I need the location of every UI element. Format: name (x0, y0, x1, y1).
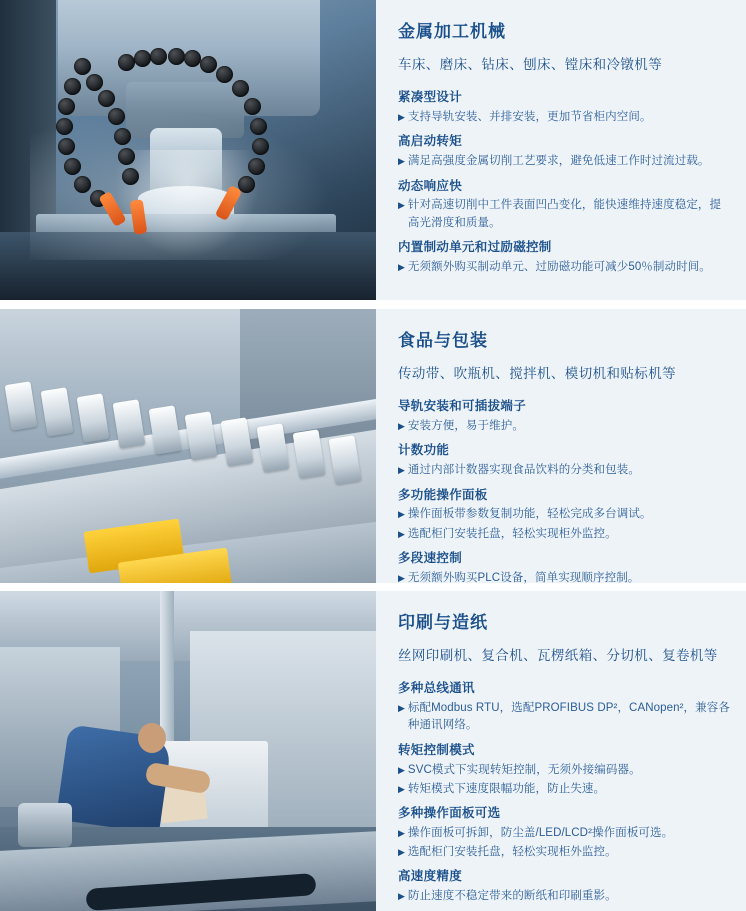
metal-machining-coolant-photo (0, 0, 376, 300)
bullet-row (398, 825, 732, 842)
bullet-row (398, 109, 732, 126)
triangle-bullet-icon: ▶ (398, 261, 405, 272)
feature-title: 多功能操作面板 (398, 487, 488, 502)
panel-printing-papermaking (376, 591, 746, 911)
feature-item (398, 550, 732, 587)
bullet-row (398, 888, 732, 905)
bullet-row (398, 462, 732, 479)
bullet-text: 操作面板可拆卸，防尘盖/LED/LCD²操作面板可选。 (407, 826, 674, 839)
triangle-bullet-icon: ▶ (398, 783, 405, 794)
triangle-bullet-icon: ▶ (398, 200, 405, 211)
bullet-text: 无须额外购买PLC设备，简单实现顺序控制。 (407, 571, 640, 584)
feature-item (398, 487, 732, 543)
bullet-text: 标配Modbus RTU，选配PROFIBUS DP²，CANopen²，兼容各种通讯网络。 (407, 702, 730, 732)
section-title: 食品与包装 (398, 331, 488, 350)
section-title: 金属加工机械 (398, 22, 506, 41)
section-printing-papermaking (0, 591, 746, 911)
feature-item (398, 805, 732, 861)
bullet-row (398, 506, 732, 523)
triangle-bullet-icon: ▶ (398, 528, 405, 539)
printing-press-worker-photo (0, 591, 376, 911)
triangle-bullet-icon: ▶ (398, 847, 405, 858)
feature-title: 高启动转矩 (398, 134, 463, 149)
bullet-row (398, 259, 732, 276)
bullet-text: 转矩模式下速度限幅功能，防止失速。 (407, 782, 606, 795)
food-packaging-conveyor-photo (0, 309, 376, 583)
bullet-row (398, 153, 732, 170)
feature-item (398, 89, 732, 126)
bullet-text: 防止速度不稳定带来的断纸和印刷重影。 (407, 890, 617, 903)
feature-title: 多种操作面板可选 (398, 806, 501, 821)
bullet-text: 针对高速切削中工件表面凹凸变化，能快速维持速度稳定，提高光滑度和质量。 (407, 199, 722, 229)
section-divider (0, 300, 746, 309)
bullet-text: 选配柜门安装托盘，轻松实现柜外监控。 (407, 846, 617, 859)
bullet-text: 通过内部计数器实现食品饮料的分类和包装。 (407, 464, 640, 477)
feature-title: 内置制动单元和过励磁控制 (398, 239, 552, 254)
bullet-text: 操作面板带参数复制功能，轻松完成多台调试。 (407, 508, 652, 521)
triangle-bullet-icon: ▶ (398, 156, 405, 167)
bullet-text: 安装方便，易于维护。 (407, 420, 524, 433)
triangle-bullet-icon: ▶ (398, 703, 405, 714)
bullet-text: 无须额外购买制动单元、过励磁功能可减少50％制动时间。 (407, 260, 711, 273)
triangle-bullet-icon: ▶ (398, 509, 405, 520)
panel-metal-machining (376, 0, 746, 300)
bullet-row (398, 526, 732, 543)
feature-title: 紧凑型设计 (398, 90, 463, 105)
feature-item (398, 680, 732, 734)
feature-item (398, 178, 732, 232)
bullet-text: 满足高强度金属切削工艺要求，避免低速工作时过流过载。 (407, 155, 710, 168)
bullet-row (398, 197, 732, 232)
feature-item (398, 239, 732, 276)
section-subtitle: 丝网印刷机、复合机、瓦楞纸箱、分切机、复卷机等 (398, 648, 718, 664)
bullet-row (398, 781, 732, 798)
triangle-bullet-icon: ▶ (398, 572, 405, 583)
triangle-bullet-icon: ▶ (398, 764, 405, 775)
feature-item (398, 442, 732, 479)
bullet-text: 支持导轨安装、并排安装，更加节省柜内空间。 (407, 111, 652, 124)
bullet-row (398, 762, 732, 779)
triangle-bullet-icon: ▶ (398, 421, 405, 432)
panel-food-packaging (376, 309, 746, 583)
bullet-row (398, 418, 732, 435)
feature-title: 导轨安装和可插拔端子 (398, 399, 527, 414)
triangle-bullet-icon: ▶ (398, 112, 405, 123)
section-subtitle: 车床、磨床、钻床、刨床、镗床和冷镦机等 (398, 57, 663, 73)
feature-title: 多种总线通讯 (398, 681, 475, 696)
feature-title: 高速度精度 (398, 869, 463, 884)
feature-title: 动态响应快 (398, 178, 463, 193)
feature-item (398, 868, 732, 905)
feature-title: 转矩控制模式 (398, 742, 475, 757)
feature-item (398, 133, 732, 170)
bullet-row (398, 700, 732, 735)
section-metal-machining (0, 0, 746, 300)
feature-item (398, 742, 732, 798)
feature-title: 计数功能 (398, 443, 450, 458)
bullet-text: SVC模式下实现转矩控制，无须外接编码器。 (407, 763, 641, 776)
section-subtitle: 传动带、吹瓶机、搅拌机、模切机和贴标机等 (398, 366, 676, 382)
feature-item (398, 398, 732, 435)
section-title: 印刷与造纸 (398, 613, 488, 632)
triangle-bullet-icon: ▶ (398, 827, 405, 838)
section-food-packaging (0, 309, 746, 583)
bullet-row (398, 844, 732, 861)
bullet-row (398, 570, 732, 587)
triangle-bullet-icon: ▶ (398, 891, 405, 902)
bullet-text: 选配柜门安装托盘，轻松实现柜外监控。 (407, 527, 617, 540)
triangle-bullet-icon: ▶ (398, 465, 405, 476)
feature-title: 多段速控制 (398, 550, 463, 565)
